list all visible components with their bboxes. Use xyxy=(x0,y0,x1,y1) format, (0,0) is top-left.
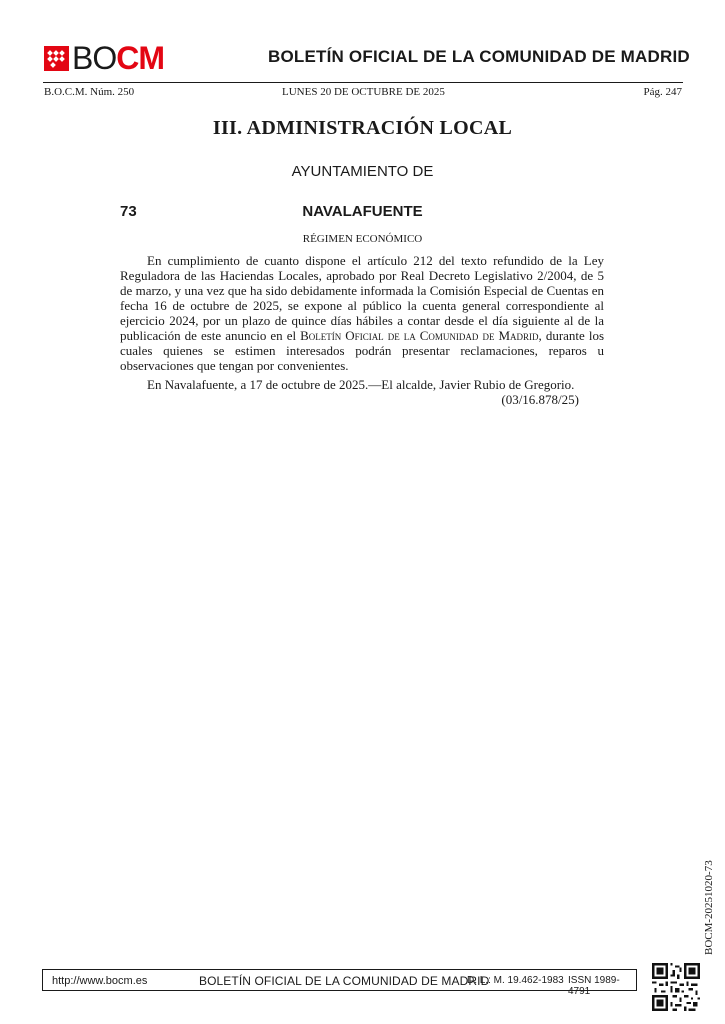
qr-code-icon xyxy=(652,963,700,1011)
document-code-vertical: BOCM-20251020-73 xyxy=(703,860,715,955)
page-number: Pág. 247 xyxy=(643,86,682,98)
reference-code: (03/16.878/25) xyxy=(501,392,579,407)
issue-date: LUNES 20 DE OCTUBRE DE 2025 xyxy=(282,86,445,98)
footer-publication-name: BOLETÍN OFICIAL DE LA COMUNIDAD DE MADRID xyxy=(199,974,490,988)
body-paragraph: En cumplimiento de cuanto dispone el artículo 212 del texto refundido de la Ley Reguladora de las Haciendas Locales, aprobado por Real Decreto Legislativo 2/2004, de 5 de marzo, y una vez que ha sido debidamente informada la Comisión Especial de Cuentas en fecha 16 de octubre de 2025, se expone al público la cuenta general correspondiente al ejercicio 2024, por un plazo de quince días hábiles a contar desde el día siguiente al de la publicación de este anuncio en el Boletín Oficial de la Comunidad de Madrid, durante los cuales quienes se estimen interesados podrán presentar reclamaciones, reparos u observaciones que tengan por convenientes. xyxy=(120,253,605,373)
issue-number: B.O.C.M. Núm. 250 xyxy=(44,86,135,98)
signature-line: En Navalafuente, a 17 de octubre de 2025.—El alcalde, Javier Rubio de Gregorio. xyxy=(147,377,575,392)
footer-issn: ISSN 1989-4791 xyxy=(568,975,620,997)
announcement-title: NAVALAFUENTE xyxy=(302,203,423,220)
footer-url-link[interactable]: http://www.bocm.es xyxy=(52,975,148,987)
madrid-stars-logo-icon xyxy=(44,46,69,71)
footer-bar xyxy=(42,969,637,997)
header-divider xyxy=(43,82,683,83)
section-heading: III. ADMINISTRACIÓN LOCAL xyxy=(212,117,513,139)
logo-wordmark: BOCM xyxy=(72,40,164,76)
bocm-smallcaps-reference: Boletín Oficial de la Comunidad de Madrid xyxy=(300,328,539,343)
footer-legal-deposit: D. L.: M. 19.462-1983 xyxy=(467,975,564,986)
bocm-logo xyxy=(44,42,164,74)
authority-heading: AYUNTAMIENTO DE xyxy=(291,163,434,180)
announcement-body xyxy=(120,253,604,407)
announcement-number: 73 xyxy=(120,203,137,220)
announcement-subject: RÉGIMEN ECONÓMICO xyxy=(302,233,423,245)
masthead-title: BOLETÍN OFICIAL DE LA COMUNIDAD DE MADRID xyxy=(268,47,690,66)
